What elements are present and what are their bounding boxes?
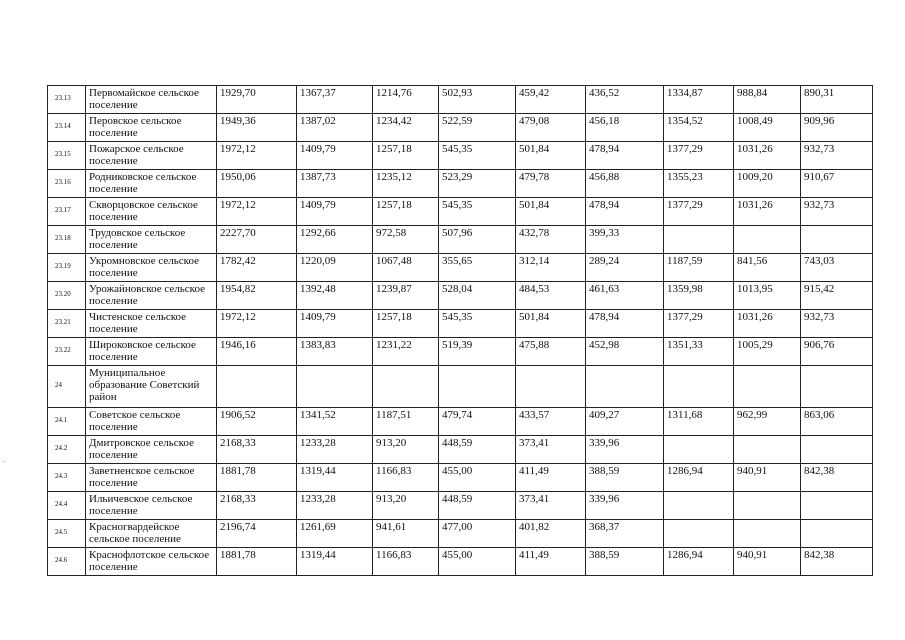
value-cell: 842,38 (801, 548, 873, 576)
settlement-name-cell: Муниципальное образование Советский район (86, 366, 217, 408)
value-cell (664, 492, 734, 520)
row-number-cell: 23.16 (48, 170, 86, 198)
table-row (48, 114, 873, 142)
table-row (48, 492, 873, 520)
value-cell: 913,20 (373, 492, 439, 520)
value-cell: 545,35 (439, 142, 516, 170)
value-cell: 479,74 (439, 408, 516, 436)
value-cell: 477,00 (439, 520, 516, 548)
value-cell: 1031,26 (734, 310, 801, 338)
value-cell: 339,96 (586, 492, 664, 520)
value-cell: 841,56 (734, 254, 801, 282)
value-cell: 1233,28 (297, 492, 373, 520)
value-cell: 1031,26 (734, 198, 801, 226)
row-number-cell: 23.19 (48, 254, 86, 282)
table-row (48, 338, 873, 366)
row-number-cell: 23.18 (48, 226, 86, 254)
value-cell: 1387,02 (297, 114, 373, 142)
value-cell: 940,91 (734, 548, 801, 576)
value-cell: 1214,76 (373, 86, 439, 114)
value-cell: 1881,78 (217, 464, 297, 492)
value-cell: 455,00 (439, 464, 516, 492)
value-cell: 1906,52 (217, 408, 297, 436)
value-cell: 1341,52 (297, 408, 373, 436)
value-cell: 501,84 (516, 198, 586, 226)
value-cell: 743,03 (801, 254, 873, 282)
row-number-cell: 23.15 (48, 142, 86, 170)
value-cell: 988,84 (734, 86, 801, 114)
value-cell: 1972,12 (217, 142, 297, 170)
value-cell: 545,35 (439, 310, 516, 338)
value-cell: 411,49 (516, 464, 586, 492)
value-cell: 1008,49 (734, 114, 801, 142)
value-cell: 452,98 (586, 338, 664, 366)
value-cell (439, 366, 516, 408)
value-cell: 1257,18 (373, 142, 439, 170)
value-cell: 1239,87 (373, 282, 439, 310)
value-cell: 906,76 (801, 338, 873, 366)
table-row (48, 142, 873, 170)
value-cell: 1319,44 (297, 464, 373, 492)
value-cell (734, 520, 801, 548)
value-cell: 478,94 (586, 310, 664, 338)
value-cell: 2168,33 (217, 436, 297, 464)
row-number-cell: 23.22 (48, 338, 86, 366)
value-cell: 456,18 (586, 114, 664, 142)
value-cell (734, 492, 801, 520)
value-cell: 1257,18 (373, 310, 439, 338)
value-cell: 1166,83 (373, 548, 439, 576)
value-cell: 2168,33 (217, 492, 297, 520)
value-cell: 1881,78 (217, 548, 297, 576)
value-cell: 388,59 (586, 464, 664, 492)
value-cell (734, 436, 801, 464)
value-cell: 1257,18 (373, 198, 439, 226)
value-cell: 1005,29 (734, 338, 801, 366)
value-cell: 2196,74 (217, 520, 297, 548)
value-cell: 842,38 (801, 464, 873, 492)
value-cell (801, 366, 873, 408)
value-cell: 1377,29 (664, 310, 734, 338)
value-cell: 932,73 (801, 142, 873, 170)
value-cell (801, 436, 873, 464)
value-cell: 890,31 (801, 86, 873, 114)
value-cell: 388,59 (586, 548, 664, 576)
value-cell: 1286,94 (664, 548, 734, 576)
value-cell: 432,78 (516, 226, 586, 254)
row-number-cell: 24.6 (48, 548, 86, 576)
value-cell: 915,42 (801, 282, 873, 310)
value-cell: 1946,16 (217, 338, 297, 366)
value-cell: 528,04 (439, 282, 516, 310)
table-row (48, 436, 873, 464)
value-cell: 1409,79 (297, 142, 373, 170)
value-cell: 1234,42 (373, 114, 439, 142)
value-cell: 863,06 (801, 408, 873, 436)
value-cell (664, 520, 734, 548)
value-cell: 479,78 (516, 170, 586, 198)
value-cell (297, 366, 373, 408)
settlement-name-cell: Краснофлотское сельское поселение (86, 548, 217, 576)
value-cell: 1231,22 (373, 338, 439, 366)
value-cell: 1286,94 (664, 464, 734, 492)
value-cell: 1009,20 (734, 170, 801, 198)
value-cell: 910,67 (801, 170, 873, 198)
table-row (48, 86, 873, 114)
value-cell: 1949,36 (217, 114, 297, 142)
value-cell: 399,33 (586, 226, 664, 254)
value-cell: 455,00 (439, 548, 516, 576)
settlement-name-cell: Пожарское сельское поселение (86, 142, 217, 170)
value-cell: 2227,70 (217, 226, 297, 254)
value-cell: 501,84 (516, 310, 586, 338)
value-cell: 1929,70 (217, 86, 297, 114)
table-row (48, 310, 873, 338)
table-row (48, 548, 873, 576)
table-row (48, 254, 873, 282)
value-cell (734, 226, 801, 254)
table-row (48, 282, 873, 310)
value-cell: 545,35 (439, 198, 516, 226)
value-cell: 940,91 (734, 464, 801, 492)
row-number-cell: 24 (48, 366, 86, 408)
value-cell: 1954,82 (217, 282, 297, 310)
value-cell: 478,94 (586, 142, 664, 170)
value-cell: 456,88 (586, 170, 664, 198)
settlement-name-cell: Широковское сельское поселение (86, 338, 217, 366)
table-row (48, 366, 873, 408)
table-row (48, 226, 873, 254)
value-cell: 459,42 (516, 86, 586, 114)
settlement-name-cell: Заветненское сельское поселение (86, 464, 217, 492)
value-cell: 433,57 (516, 408, 586, 436)
value-cell: 1235,12 (373, 170, 439, 198)
value-cell: 339,96 (586, 436, 664, 464)
settlement-name-cell: Чистенское сельское поселение (86, 310, 217, 338)
value-cell: 972,58 (373, 226, 439, 254)
settlement-name-cell: Трудовское сельское поселение (86, 226, 217, 254)
value-cell: 962,99 (734, 408, 801, 436)
table-row (48, 464, 873, 492)
value-cell (664, 226, 734, 254)
tariff-table (47, 85, 873, 576)
value-cell (516, 366, 586, 408)
value-cell: 1187,59 (664, 254, 734, 282)
row-number-cell: 23.21 (48, 310, 86, 338)
value-cell: 373,41 (516, 436, 586, 464)
row-number-cell: 23.13 (48, 86, 86, 114)
value-cell: 1334,87 (664, 86, 734, 114)
settlement-name-cell: Красногвардейское сельское поселение (86, 520, 217, 548)
value-cell (734, 366, 801, 408)
value-cell: 448,59 (439, 436, 516, 464)
settlement-name-cell: Урожайновское сельское поселение (86, 282, 217, 310)
value-cell: 1233,28 (297, 436, 373, 464)
table-row (48, 520, 873, 548)
row-number-cell: 24.1 (48, 408, 86, 436)
value-cell: 484,53 (516, 282, 586, 310)
value-cell: 479,08 (516, 114, 586, 142)
value-cell: 1950,06 (217, 170, 297, 198)
value-cell: 1409,79 (297, 198, 373, 226)
value-cell: 1292,66 (297, 226, 373, 254)
value-cell: 941,61 (373, 520, 439, 548)
table-row (48, 408, 873, 436)
settlement-name-cell: Советское сельское поселение (86, 408, 217, 436)
value-cell: 478,94 (586, 198, 664, 226)
table-body (48, 86, 873, 576)
value-cell: 1782,42 (217, 254, 297, 282)
value-cell: 1220,09 (297, 254, 373, 282)
value-cell: 1067,48 (373, 254, 439, 282)
settlement-name-cell: Скворцовское сельское поселение (86, 198, 217, 226)
value-cell: 1354,52 (664, 114, 734, 142)
value-cell: 522,59 (439, 114, 516, 142)
settlement-name-cell: Родниковское сельское поселение (86, 170, 217, 198)
row-number-cell: 23.14 (48, 114, 86, 142)
value-cell: 1261,69 (297, 520, 373, 548)
value-cell: 1972,12 (217, 198, 297, 226)
value-cell: 1392,48 (297, 282, 373, 310)
row-number-cell: 23.17 (48, 198, 86, 226)
row-number-cell: 24.4 (48, 492, 86, 520)
value-cell: 913,20 (373, 436, 439, 464)
value-cell: 1367,37 (297, 86, 373, 114)
value-cell: 1013,95 (734, 282, 801, 310)
value-cell (801, 520, 873, 548)
settlement-name-cell: Дмитровское сельское поселение (86, 436, 217, 464)
value-cell: 312,14 (516, 254, 586, 282)
row-number-cell: 24.5 (48, 520, 86, 548)
settlement-name-cell: Ильичевское сельское поселение (86, 492, 217, 520)
settlement-name-cell: Первомайское сельское поселение (86, 86, 217, 114)
value-cell: 1377,29 (664, 198, 734, 226)
value-cell: 355,65 (439, 254, 516, 282)
value-cell (664, 436, 734, 464)
table-row (48, 198, 873, 226)
value-cell: 1359,98 (664, 282, 734, 310)
row-number-cell: 24.2 (48, 436, 86, 464)
value-cell: 1311,68 (664, 408, 734, 436)
value-cell: 401,82 (516, 520, 586, 548)
value-cell: 1409,79 (297, 310, 373, 338)
value-cell: 501,84 (516, 142, 586, 170)
value-cell: 507,96 (439, 226, 516, 254)
value-cell: 1166,83 (373, 464, 439, 492)
value-cell: 1355,23 (664, 170, 734, 198)
value-cell: 373,41 (516, 492, 586, 520)
value-cell: 1031,26 (734, 142, 801, 170)
settlement-name-cell: Укромновское сельское поселение (86, 254, 217, 282)
value-cell: 1319,44 (297, 548, 373, 576)
value-cell: 409,27 (586, 408, 664, 436)
value-cell (801, 492, 873, 520)
value-cell: 523,29 (439, 170, 516, 198)
value-cell: 909,96 (801, 114, 873, 142)
value-cell: 448,59 (439, 492, 516, 520)
value-cell: 461,63 (586, 282, 664, 310)
value-cell: 1383,83 (297, 338, 373, 366)
value-cell: 1187,51 (373, 408, 439, 436)
value-cell: 411,49 (516, 548, 586, 576)
value-cell: 502,93 (439, 86, 516, 114)
value-cell (801, 226, 873, 254)
value-cell (373, 366, 439, 408)
value-cell: 1387,73 (297, 170, 373, 198)
value-cell: 436,52 (586, 86, 664, 114)
value-cell (217, 366, 297, 408)
value-cell (586, 366, 664, 408)
value-cell: 475,88 (516, 338, 586, 366)
value-cell: 1377,29 (664, 142, 734, 170)
settlement-name-cell: Перовское сельское поселение (86, 114, 217, 142)
row-number-cell: 23.20 (48, 282, 86, 310)
scan-speck (3, 461, 4, 462)
value-cell: 1972,12 (217, 310, 297, 338)
value-cell: 932,73 (801, 198, 873, 226)
value-cell: 368,37 (586, 520, 664, 548)
table-row (48, 170, 873, 198)
value-cell: 519,39 (439, 338, 516, 366)
value-cell: 289,24 (586, 254, 664, 282)
row-number-cell: 24.3 (48, 464, 86, 492)
value-cell: 1351,33 (664, 338, 734, 366)
value-cell (664, 366, 734, 408)
value-cell: 932,73 (801, 310, 873, 338)
